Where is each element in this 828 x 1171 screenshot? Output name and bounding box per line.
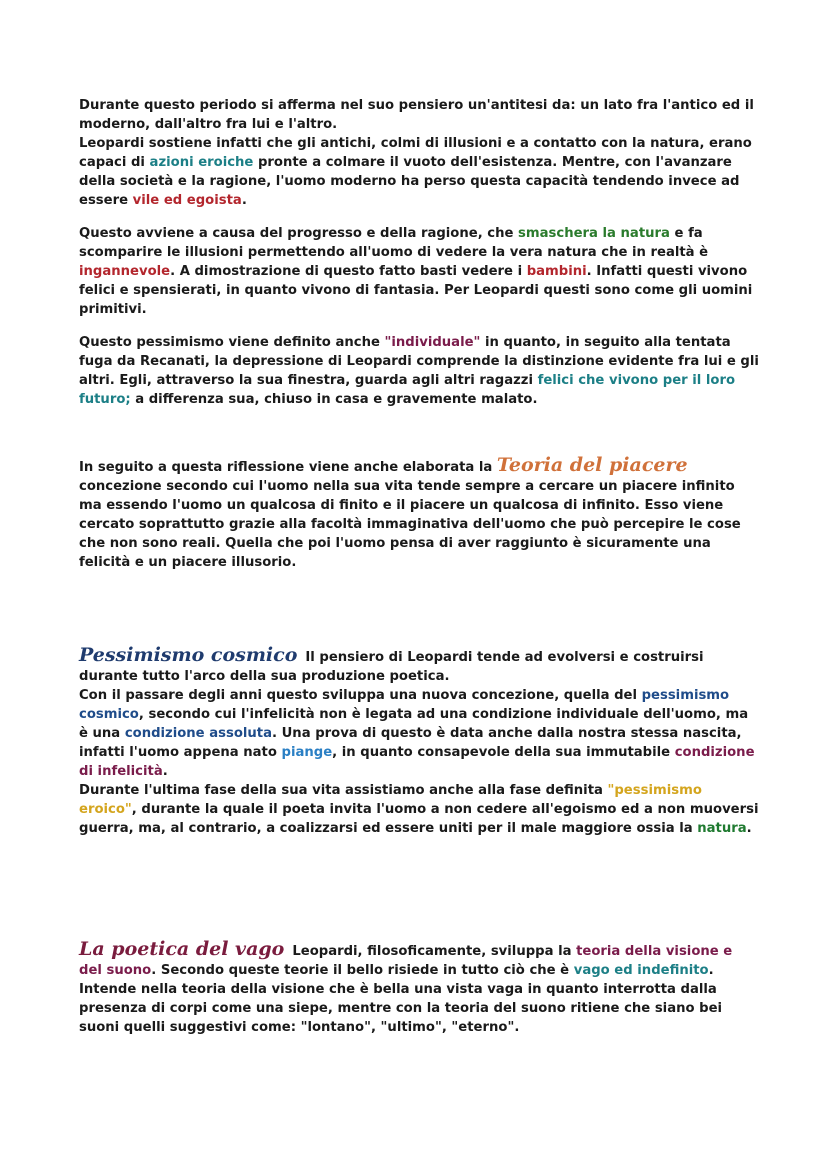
highlight-pessimismo-cosmico: pessimismo cosmico [79, 688, 730, 722]
text: in quanto, in seguito alla tentata fuga da Recanati, la depressione di Leopardi comprende la distinzione evidente fra lui e gli altri. Egli, attraverso la sua finestra, guarda agli altri ragazzi [79, 335, 759, 388]
text: Leopardi, filosoficamente, sviluppa la [292, 944, 577, 959]
text: Durante l'ultima fase della sua vita assistiamo anche alla fase definita [79, 783, 608, 798]
highlight-teoria-visione-suono: teoria della visione e del suono [79, 944, 733, 978]
paragraph-cosmico [79, 646, 759, 838]
highlight-azioni-eroiche: azioni eroiche [149, 155, 254, 170]
paragraph-antitesi-intro [79, 96, 759, 210]
text: , durante la quale il poeta invita l'uomo a non cedere all'egoismo ed a non muoversi guerra, ma, al contrario, a coalizzarsi ed essere uniti per il male maggiore ossia la [79, 802, 759, 836]
text: Il pensiero di Leopardi tende ad evolversi e costruirsi durante tutto l'arco della sua produzione poetica. [79, 650, 704, 684]
text: , secondo cui l'infelicità non è legata ad una condizione individuale dell'uomo, ma è una [79, 707, 749, 741]
paragraph-vago [79, 940, 759, 1037]
highlight-pessimismo-eroico: "pessimismo eroico" [79, 783, 702, 817]
text: . [241, 193, 247, 208]
paragraph-progresso [79, 224, 759, 319]
text: e fa scomparire le illusioni permettendo all'uomo di vedere la vera natura che in realtà è [79, 226, 709, 260]
heading-poetica-vago: La poetica del vago [79, 938, 285, 960]
paragraph-individuale [79, 333, 759, 409]
text: . Infatti questi vivono felici e spensierati, in quanto vivono di fantasia. Per Leopardi questi sono come gli uomini primitivi. [79, 264, 753, 317]
highlight-natura: natura [697, 821, 747, 836]
text: Con il passare degli anni questo sviluppa una nuova concezione, quella del [79, 688, 642, 703]
text: Questo pessimismo viene definito anche [79, 335, 385, 350]
highlight-smaschera-natura: smaschera la natura [518, 226, 670, 241]
text: . A dimostrazione di questo fatto basti vedere i [170, 264, 527, 279]
text: Questo avviene a causa del progresso e della ragione, che [79, 226, 519, 241]
text: . [708, 963, 714, 978]
text: Durante questo periodo si afferma nel suo pensiero un'antitesi da: un lato fra l'antico ed il moderno, dall'altro fra lui e l'altro. [79, 98, 754, 132]
highlight-felici-futuro: felici che vivono per il loro futuro; [79, 373, 736, 407]
text: a differenza sua, chiuso in casa e gravemente malato. [130, 392, 538, 407]
highlight-condizione-assoluta: condizione assoluta [124, 726, 272, 741]
section-teoria-piacere [79, 456, 759, 572]
section-antitesi [79, 96, 759, 409]
text: . Una prova di questo è data anche dalla nostra stessa nascita, infatti l'uomo appena nato [79, 726, 742, 760]
highlight-piange: piange [281, 745, 333, 760]
highlight-individuale: "individuale" [384, 335, 481, 350]
text: concezione secondo cui l'uomo nella sua vita tende sempre a cercare un piacere infinito ma essendo l'uomo un qualcosa di finito e il piacere un qualcosa di infinito. Esso viene cercato soprattutto grazie alla facoltà immaginativa dell'uomo che può percepire le cose che non sono reali. Quella che poi l'uomo pensa di aver raggiunto è sicuramente una felicità e un piacere illusorio. [79, 479, 741, 570]
text: , in quanto consapevole della sua immutabile [332, 745, 675, 760]
section-poetica-vago [79, 940, 759, 1037]
heading-pessimismo-cosmico: Pessimismo cosmico [79, 644, 298, 666]
text: . [162, 764, 168, 779]
heading-teoria-piacere: Teoria del piacere [496, 454, 688, 476]
text: In seguito a questa riflessione viene anche elaborata la [79, 460, 497, 475]
text: Leopardi sostiene infatti che gli antichi, colmi di illusioni e a contatto con la natura, erano capaci di [79, 136, 752, 170]
highlight-bambini: bambini [526, 264, 587, 279]
highlight-condizione-infelicita: condizione di infelicità [79, 745, 755, 779]
section-pessimismo-cosmico [79, 646, 759, 838]
highlight-vile-egoista: vile ed egoista [132, 193, 242, 208]
highlight-ingannevole: ingannevole [79, 264, 171, 279]
text: Intende nella teoria della visione che è bella una vista vaga in quanto interrotta dalla presenza di corpi come una siepe, mentre con la teoria del suono ritiene che siano bei suoni quelli suggestivi come: "lontano", "ultimo", "eterno". [79, 982, 723, 1035]
text: . [746, 821, 752, 836]
highlight-vago-indefinito: vago ed indefinito [573, 963, 709, 978]
text: pronte a colmare il vuoto dell'esistenza. Mentre, con l'avanzare della società e la ragione, l'uomo moderno ha perso questa capacità tendendo invece ad essere [79, 155, 740, 208]
text: . Secondo queste teorie il bello risiede in tutto ciò che è [151, 963, 574, 978]
paragraph-piacere [79, 456, 759, 572]
